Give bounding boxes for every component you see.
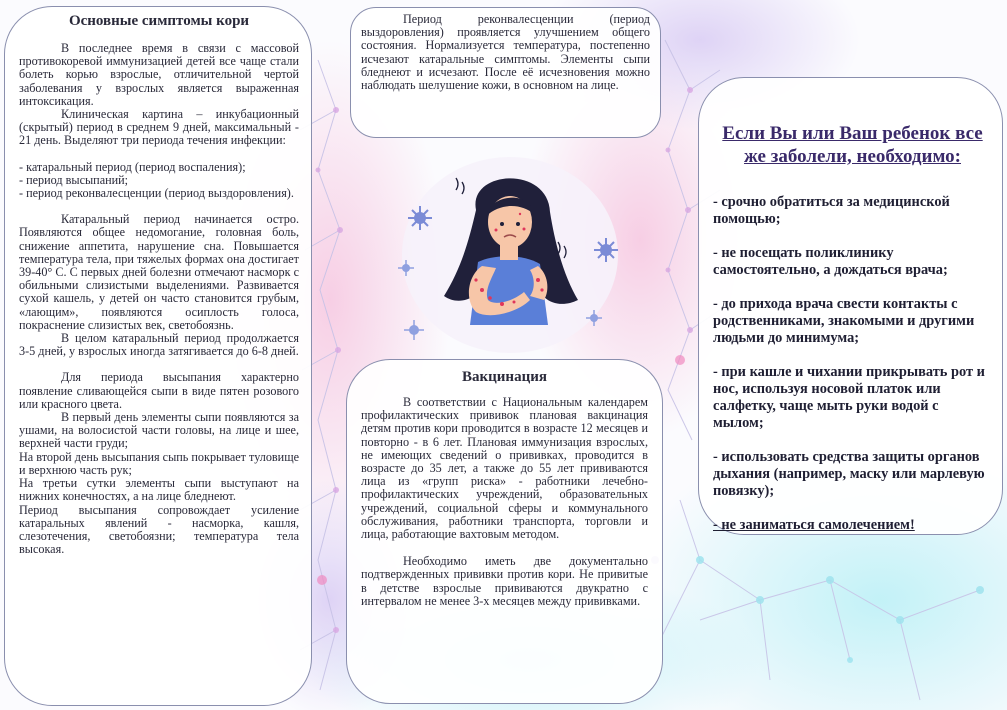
catarrhal-period-paragraph: Катаральный период начинается остро. Появляются общее недомогание, головная боль, снижение аппетита, нарушение сна. Повышается температура тела, при тяжелых формах она достигает 39-40° С. С первых дней болезни отмечают насморк с обильными слизистыми выделениями. Развивается сухой кашель, у детей он часто становится грубым, «лающим», появляются осиплость голоса, покраснение слизистых век, светобоязнь. [19, 212, 299, 332]
vaccination-panel [346, 359, 663, 704]
convalescence-text: Период реконвалесценции (период выздоровления) проявляется улучшением общего состояния. Нормализуется температура, постепенно исчезают катаральные симптомы. Элементы сыпи бледнеют и исчезают. После её исчезновения можно наблюдать шелушение кожи, в основном на лице. [361, 12, 650, 93]
catarrhal-duration-paragraph: В целом катаральный период продолжается 3-5 дней, у взрослых иногда затягивается до 6-8 дней. [19, 331, 299, 359]
symptoms-title: Основные симптомы кори [68, 13, 250, 29]
vaccination-requirement-paragraph: Необходимо иметь две документально подтвержденных прививки против кори. Не привитые в детстве взрослые прививаются двукратно с интервалом не менее 3-х месяцев между прививками. [361, 554, 648, 608]
clinical-picture-paragraph: Клиническая картина – инкубационный (скрытый) период в среднем 9 дней, максимальный - 21 день. Выделяют три периода течения инфекции: [19, 107, 299, 148]
rash-day-one-paragraph: В первый день элементы сыпи появляются за ушами, на волосистой части головы, на лице и шее, верхней части груди; [19, 410, 299, 451]
if-sick-title: Если Вы или Ваш ребенок все же заболели, необходимо: [722, 123, 983, 167]
virus-icon [404, 320, 424, 340]
if-sick-panel [698, 77, 1003, 535]
symptoms-panel [4, 6, 312, 706]
sick-girl-illustration [398, 150, 623, 355]
rash-progression-paragraph: На второй день высыпания сыпь покрывает туловище и верхнюю часть рук; На третьи сутки элементы сыпи выступают на нижних конечностях, а на лице бледнеют. Период высыпания сопровождает усиление катаральных явлений - насморка, кашля, слезотечения, светобоязни; температура тела высокая. [19, 449, 299, 557]
vaccination-title: Вакцинация [462, 369, 547, 385]
advice-item: - до прихода врача свести контакты с родственниками, знакомыми и другими людьми до минимума; [713, 296, 975, 346]
advice-item-no-self-treatment: - не заниматься самолечением! [713, 517, 915, 533]
rash-period-paragraph: Для периода высыпания характерно появление сливающейся сыпи в виде пятен розового или красного цвета. [19, 370, 299, 411]
periods-list: - катаральный период (период воспаления); - период высыпаний; - период реконвалесценции (период выздоровления). [19, 159, 294, 201]
advice-item: - не посещать поликлинику самостоятельно, а дождаться врача; [713, 245, 948, 278]
convalescence-panel [350, 7, 661, 138]
vaccination-schedule-paragraph: В соответствии с Национальным календарем профилактических прививок плановая вакцинация детям против кори проводится в возрасте 12 месяцев и повторно - в 6 лет. Плановая иммунизация взрослых, не имеющих сведений о прививках, проводится в возрасте до 35 лет, а также до 55 лет прививаются лица из «групп риска» - работники лечебно-профилактических учреждений, образовательных учреждений, социальной сферы и коммунального обслуживания, работники транспорта, торговли и лица, работающие вахтовым методом. [361, 395, 648, 542]
advice-item: - использовать средства защиты органов дыхания (например, маску или марлевую повязку); [713, 449, 985, 499]
symptoms-intro-paragraph: В последнее время в связи с массовой противокоревой иммунизацией детей все чаще стали болеть корью взрослые, отличительной чертой заболевания у взрослых является выраженная интоксикация. [19, 41, 299, 108]
advice-item: - при кашле и чихании прикрывать рот и нос, используя носовой платок или салфетку, чаще мыть руки водой с мылом; [713, 364, 985, 431]
advice-item: - срочно обратиться за медицинской помощью; [713, 194, 950, 227]
